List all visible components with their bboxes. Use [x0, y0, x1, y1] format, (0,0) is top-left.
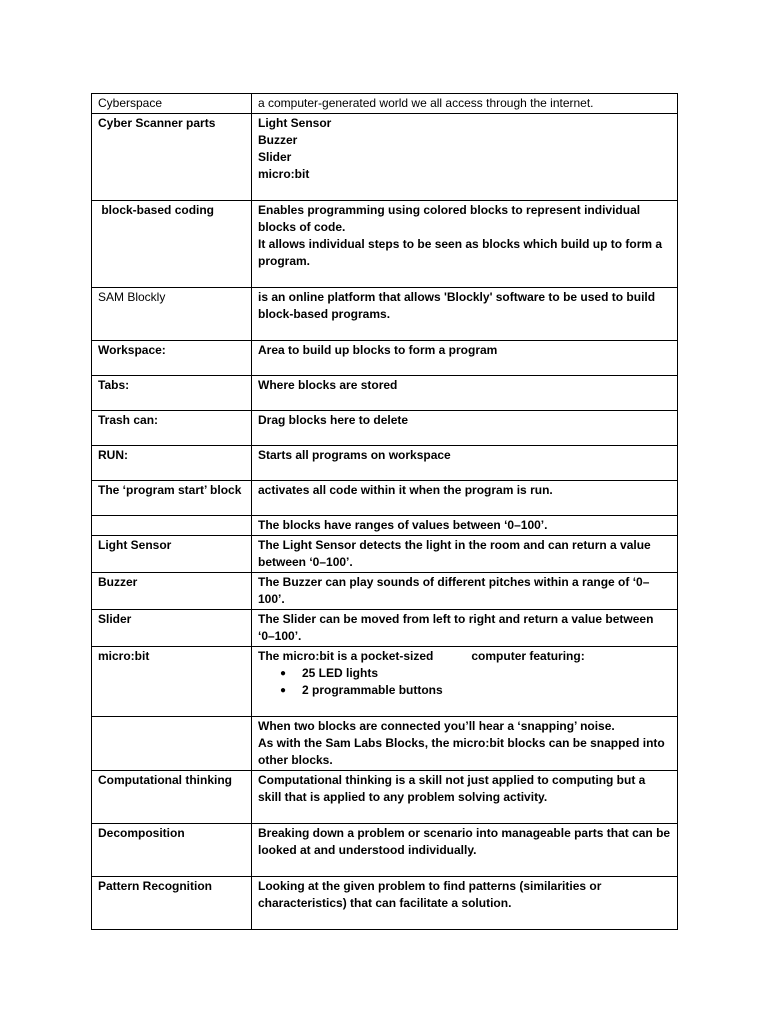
- table-row: [92, 573, 678, 610]
- definition-cell: Starts all programs on workspace: [252, 446, 678, 481]
- definition-line: Enables programming using colored blocks to represent individual blocks of code.: [258, 203, 641, 234]
- term-cell: Tabs:: [92, 376, 252, 411]
- term-cell: Workspace:: [92, 341, 252, 376]
- term-cell: [92, 717, 252, 771]
- part-item: Light Sensor: [258, 116, 332, 130]
- table-row: [92, 647, 678, 717]
- definition-line: [258, 648, 671, 665]
- definition-line: It allows individual steps to be seen as blocks which build up to form a program.: [258, 237, 663, 268]
- definition-cell: [252, 771, 678, 824]
- definition-cell: [252, 201, 678, 288]
- definition-cell: The Slider can be moved from left to right and return a value between ‘0–100’.: [252, 610, 678, 647]
- table-row: [92, 288, 678, 341]
- table-row: [92, 341, 678, 376]
- table-row: [92, 94, 678, 114]
- table-row: [92, 446, 678, 481]
- definition-cell: a computer-generated world we all access through the internet.: [252, 94, 678, 114]
- term-cell: Decomposition: [92, 824, 252, 877]
- definition-cell: The Light Sensor detects the light in the room and can return a value between ‘0–100’.: [252, 536, 678, 573]
- table-row: [92, 516, 678, 536]
- term-cell: Cyber Scanner parts: [92, 114, 252, 201]
- term-cell: Slider: [92, 610, 252, 647]
- term-cell: RUN:: [92, 446, 252, 481]
- table-row: [92, 536, 678, 573]
- term-cell: [92, 516, 252, 536]
- glossary-table: [91, 93, 678, 930]
- term-cell: Pattern Recognition: [92, 877, 252, 930]
- definition-cell: activates all code within it when the program is run.: [252, 481, 678, 516]
- definition-cell: is an online platform that allows 'Blockly' software to be used to build block-based programs.: [252, 288, 678, 341]
- definition-cell: Looking at the given problem to find patterns (similarities or characteristics) that can facilitate a solution.: [252, 877, 678, 930]
- list-item: ● 25 LED lights: [280, 665, 671, 682]
- term-cell: Buzzer: [92, 573, 252, 610]
- definition-line: When two blocks are connected you’ll hear a ‘snapping’ noise.: [258, 719, 615, 733]
- part-item: micro:bit: [258, 167, 310, 181]
- definition-cell: [252, 114, 678, 201]
- table-row: [92, 717, 678, 771]
- definition-cell: The Buzzer can play sounds of different pitches within a range of ‘0–100’.: [252, 573, 678, 610]
- table-row: [92, 824, 678, 877]
- table-row: [92, 114, 678, 201]
- term-cell: block-based coding: [92, 201, 252, 288]
- table-row: [92, 877, 678, 930]
- intro-text: computer featuring:: [471, 649, 585, 663]
- list-item: ● 2 programmable buttons: [280, 682, 671, 699]
- table-row: [92, 481, 678, 516]
- term-cell: Computational thinking: [92, 771, 252, 824]
- term-cell: Light Sensor: [92, 536, 252, 573]
- definition-cell: Area to build up blocks to form a program: [252, 341, 678, 376]
- definition-line: As with the Sam Labs Blocks, the micro:bit blocks can be snapped into other blocks.: [258, 736, 665, 767]
- definition-cell: Drag blocks here to delete: [252, 411, 678, 446]
- part-item: Slider: [258, 150, 292, 164]
- feature-list: [258, 665, 671, 699]
- term-cell: Trash can:: [92, 411, 252, 446]
- definition-cell: [252, 717, 678, 771]
- term-cell: Cyberspace: [92, 94, 252, 114]
- definition-cell: Where blocks are stored: [252, 376, 678, 411]
- table-row: [92, 376, 678, 411]
- table-row: [92, 411, 678, 446]
- definition-cell: Breaking down a problem or scenario into manageable parts that can be looked at and understood individually.: [252, 824, 678, 877]
- table-row: [92, 610, 678, 647]
- part-item: Buzzer: [258, 133, 298, 147]
- table-row: [92, 201, 678, 288]
- intro-text: The micro:bit is a pocket-sized: [258, 649, 434, 663]
- definition-rest: is a skill not just applied to computing but a skill that is applied to any problem solving activity.: [258, 773, 646, 804]
- term-cell: micro:bit: [92, 647, 252, 717]
- term-cell: SAM Blockly: [92, 288, 252, 341]
- definition-cell: [252, 647, 678, 717]
- definition-bold: Computational thinking: [258, 773, 392, 787]
- definition-cell: The blocks have ranges of values between ‘0–100’.: [252, 516, 678, 536]
- term-cell: The ‘program start’ block: [92, 481, 252, 516]
- table-row: [92, 771, 678, 824]
